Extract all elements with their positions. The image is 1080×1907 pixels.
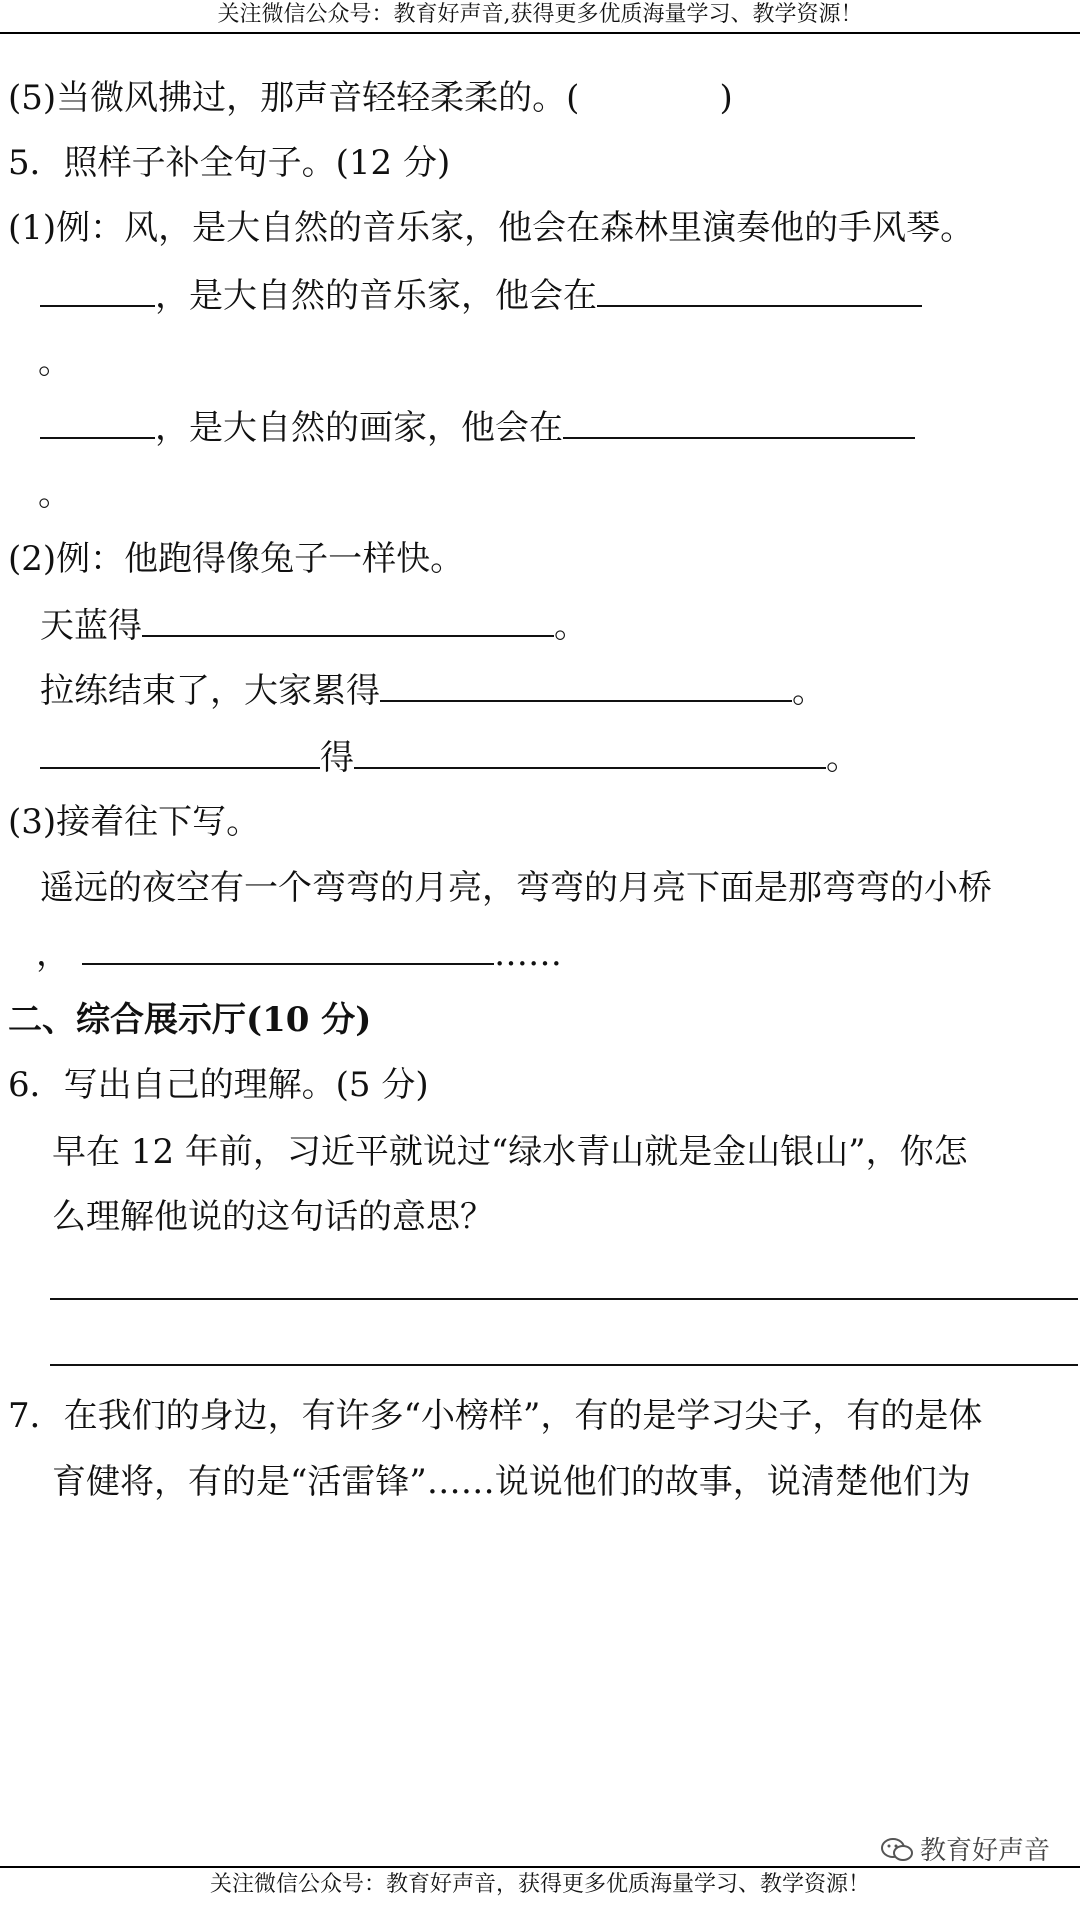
ellipsis: ……: [494, 934, 562, 974]
q5-part3-continue: [36, 933, 562, 974]
answer-blank[interactable]: [142, 605, 554, 637]
answer-blank[interactable]: [563, 407, 915, 439]
question-4-5-close: ): [719, 78, 733, 118]
question-7-text-1: 7．在我们的身边，有许多“小榜样”，有的是学习尖子，有的是体: [8, 1396, 983, 1436]
watermark: [880, 1830, 1050, 1867]
answer-blank[interactable]: [40, 275, 155, 307]
q5-part1-line1: [40, 275, 922, 316]
q5-part2-line2-text: 拉练结束了，大家累得: [40, 671, 380, 711]
q5-part1-line1-end: 。: [38, 342, 72, 382]
question-6-text-2: 么理解他说的这句话的意思？: [52, 1197, 494, 1237]
wechat-icon: [880, 1837, 914, 1863]
answer-blank[interactable]: [40, 737, 320, 769]
question-4-5: [8, 78, 733, 118]
q5-part2-line1: [40, 605, 588, 646]
answer-blank[interactable]: [597, 275, 922, 307]
period: 。: [792, 671, 826, 711]
q5-part3-title: (3)接着往下写。: [8, 802, 261, 842]
answer-line[interactable]: [50, 1364, 1078, 1366]
q5-part1-line2-end: 。: [38, 474, 72, 514]
question-4-5-text: (5)当微风拂过，那声音轻轻柔柔的。(: [8, 78, 580, 118]
q5-part2-line3: [40, 737, 860, 778]
answer-blank[interactable]: [40, 407, 155, 439]
q5-part3-text: 遥远的夜空有一个弯弯的月亮，弯弯的月亮下面是那弯弯的小桥: [40, 868, 992, 908]
answer-line[interactable]: [50, 1298, 1078, 1300]
page-header: 关注微信公众号：教育好声音,获得更多优质海量学习、教学资源！: [0, 0, 1080, 34]
watermark-text: 教育好声音: [920, 1836, 1051, 1866]
q5-part1-example: (1)例：风，是大自然的音乐家，他会在森林里演奏他的手风琴。: [8, 208, 975, 248]
question-6-text-1: 早在 12 年前，习近平就说过“绿水青山就是金山银山”，你怎: [52, 1132, 968, 1172]
q5-part2-line1-text: 天蓝得: [40, 606, 142, 646]
period: 。: [826, 738, 860, 778]
question-5-title: 5．照样子补全句子。(12 分): [8, 143, 451, 183]
q5-part1-line2-text: ，是大自然的画家，他会在: [155, 408, 563, 448]
period: 。: [554, 606, 588, 646]
question-6-title: 6．写出自己的理解。(5 分): [8, 1065, 429, 1105]
q5-part1-line1-text: ，是大自然的音乐家，他会在: [155, 276, 597, 316]
question-7-text-2: 育健将，有的是“活雷锋”……说说他们的故事，说清楚他们为: [52, 1462, 971, 1502]
page-footer: 关注微信公众号：教育好声音，获得更多优质海量学习、教学资源！: [0, 1866, 1080, 1907]
answer-blank[interactable]: [82, 933, 494, 965]
answer-blank[interactable]: [354, 737, 826, 769]
section-2-title: 二、综合展示厅(10 分): [8, 1000, 372, 1040]
q5-part2-line3-text: 得: [320, 738, 354, 778]
comma: ，: [36, 934, 70, 974]
answer-blank[interactable]: [380, 670, 792, 702]
q5-part2-line2: [40, 670, 826, 711]
q5-part1-line2: [40, 407, 915, 448]
q5-part2-example: (2)例：他跑得像兔子一样快。: [8, 539, 465, 579]
